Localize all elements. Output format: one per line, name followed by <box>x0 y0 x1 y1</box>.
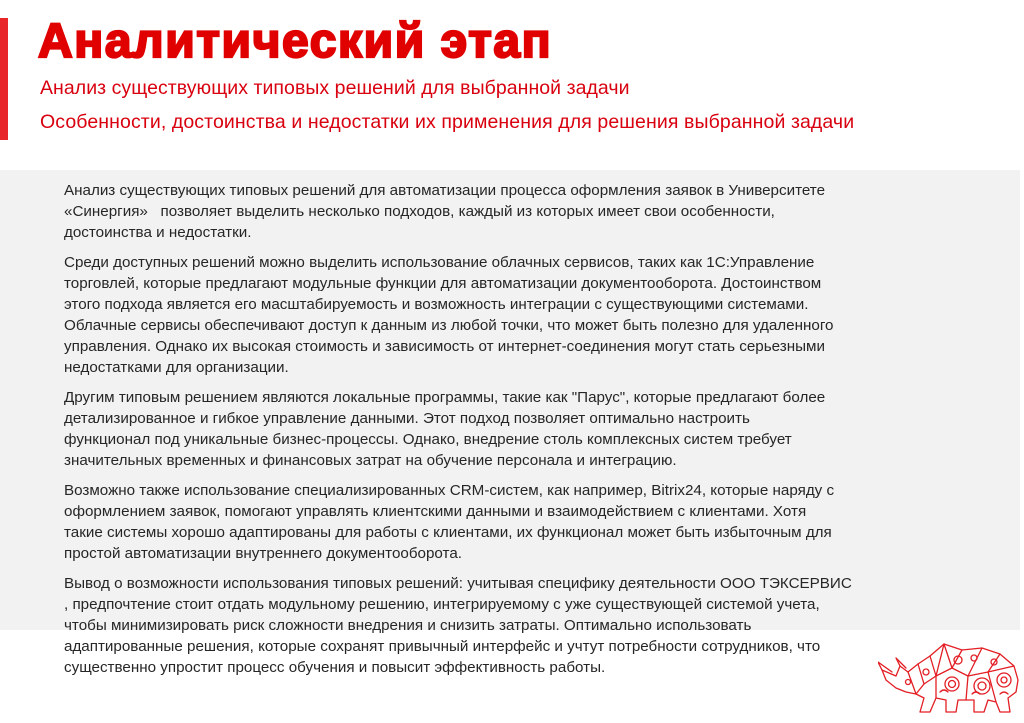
text-line: простой автоматизации внутреннего документооборота. <box>64 545 462 562</box>
slide-title: Аналитический этап <box>38 15 553 68</box>
text-line: этого подхода является его масштабируемость и возможность интеграции с существующими системами. <box>64 296 809 313</box>
text-line: Вывод о возможности использования типовых решений: учитывая специфику деятельности ООО ТЭКСЕРВИС <box>64 575 852 592</box>
text-line: Возможно также использование специализированных CRM-систем, как например, Bitrix24, которые наряду с <box>64 482 835 499</box>
text-line: адаптированные решения, которые сохранят привычный интерфейс и учтут потребности сотрудников, что <box>64 638 821 655</box>
text-line: чтобы минимизировать риск сложности внедрения и снизить затраты. Оптимально использовать <box>64 617 752 634</box>
slide-subtitle-1: Анализ существующих типовых решений для выбранной задачи <box>40 77 630 99</box>
slide-subtitle-2: Особенности, достоинства и недостатки их применения для решения выбранной задачи <box>40 111 855 133</box>
text-line: значительных временных и финансовых затрат на обучение персонала и интеграцию. <box>64 452 677 469</box>
accent-bar <box>0 18 8 140</box>
paragraph-local-programs <box>64 387 1014 471</box>
text-line: Анализ существующих типовых решений для автоматизации процесса оформления заявок в Университете <box>64 182 826 199</box>
text-line: такие системы хорошо адаптированы для работы с клиентами, их функционал может быть избыточным для <box>64 524 832 541</box>
paragraph-cloud-services <box>64 252 1014 378</box>
text-line: достоинства и недостатки. <box>64 224 252 241</box>
text-line: функционал под уникальные бизнес-процессы. Однако, внедрение столь комплексных систем требует <box>64 431 792 448</box>
text-line: оформлением заявок, помогают управлять клиентскими данными и взаимодействием с клиентами. Хотя <box>64 503 807 520</box>
text-line: недостатками для организации. <box>64 359 289 376</box>
text-line: «Синергия» позволяет выделить несколько подходов, каждый из которых имеет свои особенности, <box>64 203 775 220</box>
text-line: управления. Однако их высокая стоимость и зависимость от интернет-соединения могут стать серьезными <box>64 338 825 355</box>
text-line: , предпочтение стоит отдать модульному решению, интегрируемому с уже существующей системой учета, <box>64 596 820 613</box>
text-line: торговлей, которые предлагают модульные функции для автоматизации документооборота. Достоинством <box>64 275 822 292</box>
rhino-logo-icon <box>878 636 1022 718</box>
text-line: существенно упростит процесс обучения и повысит эффективность работы. <box>64 659 606 676</box>
paragraph-crm-systems <box>64 480 1014 564</box>
text-line: детализированное и гибкое управление данными. Этот подход позволяет оптимально настроить <box>64 410 750 427</box>
body-text <box>64 180 1014 687</box>
paragraph-intro <box>64 180 1014 243</box>
text-line: Среди доступных решений можно выделить использование облачных сервисов, таких как 1С:Управление <box>64 254 815 271</box>
text-line: Другим типовым решением являются локальные программы, такие как "Парус", которые предлагают более <box>64 389 826 406</box>
text-line: Облачные сервисы обеспечивают доступ к данным из любой точки, что может быть полезно для удаленного <box>64 317 834 334</box>
paragraph-conclusion <box>64 573 1014 678</box>
